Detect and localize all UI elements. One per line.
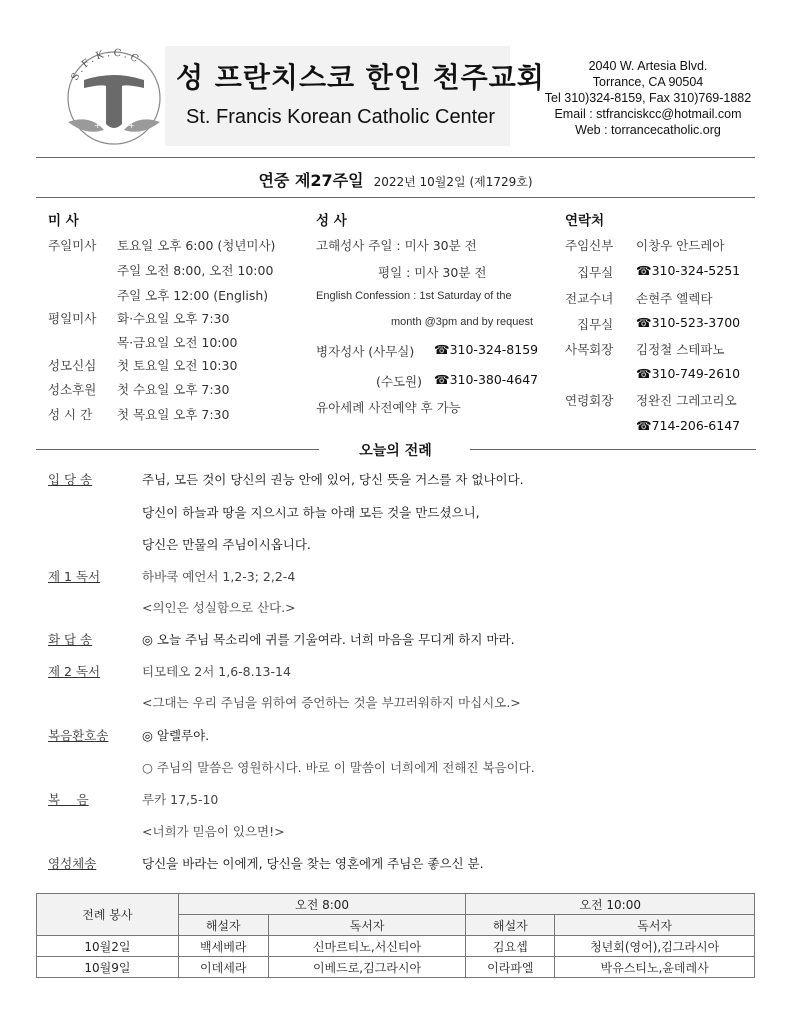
anointing-office-label: 병자성사 (사무실) xyxy=(316,344,415,359)
table-header-row xyxy=(37,894,755,915)
svg-text:+: + xyxy=(128,121,135,130)
roster-lectors: 이베드로,김그라시아 xyxy=(268,957,466,978)
mass-label: 성 시 간 xyxy=(48,407,93,422)
roster-commentator: 이라파엘 xyxy=(466,957,555,978)
council-label: 사목회장 xyxy=(565,342,614,357)
parish-name-korean: 성 프란치스코 한인 천주교회 xyxy=(176,61,545,94)
roster-commentator: 백세베라 xyxy=(178,936,268,957)
tel-fax: Tel 310)324-8159, Fax 310)769-1882 xyxy=(544,91,752,105)
commentator-header: 해설자 xyxy=(178,915,268,936)
council-phone[interactable]: ☎310-749-2610 xyxy=(636,366,741,381)
table-row xyxy=(37,957,755,978)
alleluia-label: 복음환호송 xyxy=(48,728,109,743)
lector-header: 독서자 xyxy=(268,915,466,936)
first-reading-theme: <의인은 성실함으로 산다.> xyxy=(142,600,296,615)
roster-corner: 전례 봉사 xyxy=(37,894,179,936)
mass-label: 평일미사 xyxy=(48,311,97,326)
roster-lectors: 신마르티노,서신티아 xyxy=(268,936,466,957)
pastor-label: 주임신부 xyxy=(565,238,614,253)
mass-time: 목·금요일 오전 10:00 xyxy=(117,335,238,350)
parish-name-english: St. Francis Korean Catholic Center xyxy=(186,106,496,128)
gospel-theme: <너희가 믿음이 있으면!> xyxy=(142,824,285,839)
first-reading-label: 제 1 독서 xyxy=(48,569,101,584)
office-label: 집무실 xyxy=(577,317,614,332)
divider xyxy=(36,157,755,158)
sacrament-heading: 성 사 xyxy=(316,213,347,229)
communion-antiphon: 당신을 바라는 이에게, 당신을 찾는 영혼에게 주님은 좋으신 분. xyxy=(142,856,484,871)
anointing-convent-label: (수도원) xyxy=(376,374,422,389)
entrance-antiphon-label: 입 당 송 xyxy=(48,472,93,487)
liturgy-roster-table xyxy=(36,893,755,978)
table-row xyxy=(37,936,755,957)
psalm-response: ◎ 오늘 주님 목소리에 귀를 기울여라. 너희 마음을 무디게 하지 마라. xyxy=(142,632,515,647)
liturgy-title: 오늘의 전례 xyxy=(347,443,444,459)
english-confession: English Confession : 1st Saturday of the xyxy=(316,290,512,302)
mass-time: 첫 목요일 오후 7:30 xyxy=(117,407,230,422)
roster-date: 10월9일 xyxy=(37,957,179,978)
mass-label: 성모신심 xyxy=(48,358,97,373)
anointing-office-phone[interactable]: ☎310-324-8159 xyxy=(434,342,539,357)
contacts-heading: 연락처 xyxy=(565,213,605,229)
email[interactable]: Email : stfranciskcc@hotmail.com xyxy=(554,107,742,121)
association-name: 정완진 그레고리오 xyxy=(636,393,737,408)
mass-time: 토요일 오후 6:00 (청년미사) xyxy=(117,238,276,253)
sunday-title: 연중 제27주일 xyxy=(258,171,364,190)
second-reading-label: 제 2 독서 xyxy=(48,664,101,679)
mass-time: 주일 오후 12:00 (English) xyxy=(117,288,269,303)
mass-heading: 미 사 xyxy=(48,213,79,229)
roster-date: 10월2일 xyxy=(37,936,179,957)
mass-8am-header: 오전 8:00 xyxy=(178,894,466,915)
pastor-name: 이창우 안드레아 xyxy=(636,238,725,253)
contact-block xyxy=(528,58,768,138)
entrance-antiphon-line: 당신이 하늘과 땅을 지으시고 하늘 아래 모든 것을 만드셨으니, xyxy=(142,505,480,520)
communion-antiphon-label: 영성체송 xyxy=(48,856,97,871)
mass-10am-header: 오전 10:00 xyxy=(466,894,755,915)
pastor-office-phone[interactable]: ☎310-324-5251 xyxy=(636,263,741,278)
nun-office-phone[interactable]: ☎310-523-3700 xyxy=(636,315,741,330)
address-line-1: 2040 W. Artesia Blvd. xyxy=(588,59,708,73)
roster-commentator: 이데세라 xyxy=(178,957,268,978)
association-phone[interactable]: ☎714-206-6147 xyxy=(636,418,741,433)
entrance-antiphon-line: 주님, 모든 것이 당신의 권능 안에 있어, 당신 뜻을 거스를 자 없나이다. xyxy=(142,472,524,487)
entrance-antiphon-line: 당신은 만물의 주님이시옵니다. xyxy=(142,537,311,552)
address-line-2: Torrance, CA 90504 xyxy=(592,75,704,89)
roster-commentator: 김요셉 xyxy=(466,936,555,957)
nun-label: 전교수녀 xyxy=(565,291,614,306)
bulletin-date: 2022년 10월2일 (제1729호) xyxy=(373,175,533,189)
commentator-header: 해설자 xyxy=(466,915,555,936)
infant-baptism: 유아세례 사전예약 후 가능 xyxy=(316,400,461,415)
anointing-convent-phone[interactable]: ☎310-380-4647 xyxy=(434,372,539,387)
mass-label: 성소후원 xyxy=(48,382,97,397)
nun-name: 손현주 엘렉타 xyxy=(636,291,713,306)
roster-lectors: 청년회(영어),김그라시아 xyxy=(555,936,755,957)
confession-weekday: 평일 : 미사 30분 전 xyxy=(378,265,487,280)
logo-text: S.F.K.C.C xyxy=(69,47,143,83)
divider xyxy=(36,197,755,198)
alleluia-verse: ○ 주님의 말씀은 영원하시다. 바로 이 말씀이 너희에게 전해진 복음이다. xyxy=(142,760,535,775)
association-label: 연령회장 xyxy=(565,393,614,408)
gospel: 루카 17,5-10 xyxy=(142,792,219,807)
mass-label: 주일미사 xyxy=(48,238,97,253)
liturgy-heading xyxy=(0,440,791,460)
mass-time: 첫 수요일 오후 7:30 xyxy=(117,382,230,397)
mass-time: 첫 토요일 오전 10:30 xyxy=(117,358,238,373)
roster-lectors: 박유스티노,윤데레사 xyxy=(555,957,755,978)
second-reading-theme: <그대는 우리 주님을 위하여 증언하는 것을 부끄러워하지 마십시오.> xyxy=(142,695,521,710)
lector-header: 독서자 xyxy=(555,915,755,936)
psalm-label: 화 답 송 xyxy=(48,632,93,647)
svg-text:+: + xyxy=(94,121,101,130)
alleluia: ◎ 알렐루야. xyxy=(142,728,210,743)
mass-time: 주일 오전 8:00, 오전 10:00 xyxy=(117,263,274,278)
confession-sunday: 고해성사 주일 : 미사 30분 전 xyxy=(316,238,477,253)
english-confession-2: month @3pm and by request xyxy=(391,316,534,328)
council-name: 김정철 스테파노 xyxy=(636,342,725,357)
sunday-heading xyxy=(0,168,791,191)
mass-time: 화·수요일 오후 7:30 xyxy=(117,311,230,326)
office-label: 집무실 xyxy=(577,265,614,280)
second-reading: 티모테오 2서 1,6-8.13-14 xyxy=(142,664,291,679)
first-reading: 하바쿡 예언서 1,2-3; 2,2-4 xyxy=(142,569,296,584)
website[interactable]: Web : torrancecatholic.org xyxy=(575,123,721,137)
parish-logo xyxy=(60,44,168,150)
gospel-label: 복 음 xyxy=(48,792,89,807)
